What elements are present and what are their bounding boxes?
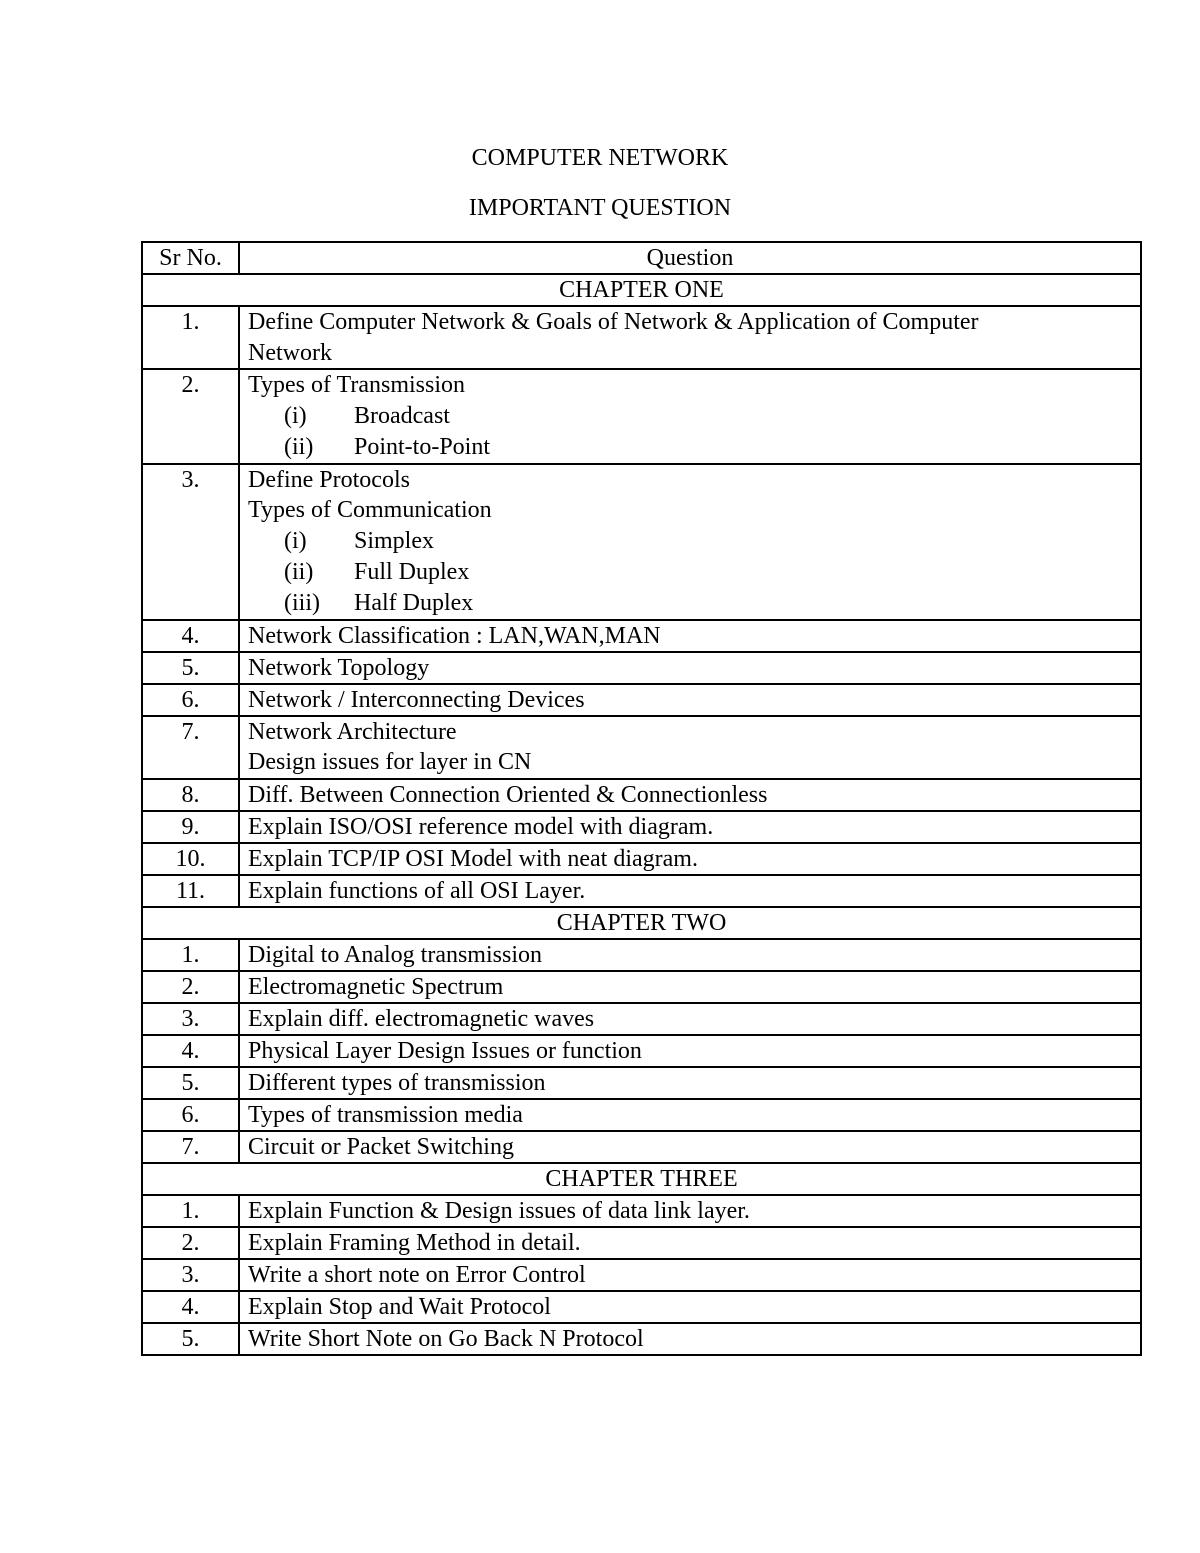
question-text: Write Short Note on Go Back N Protocol [248, 1325, 644, 1352]
sub-item-number: (i) [284, 527, 307, 554]
question-text: Digital to Analog transmission [248, 941, 542, 968]
table-row [142, 684, 1141, 716]
sr-no-cell: 11. [142, 875, 239, 907]
question-text: Explain Function & Design issues of data link layer. [248, 1197, 750, 1224]
header-question: Question [239, 242, 1141, 274]
question-cell [239, 939, 1141, 971]
table-row [142, 1131, 1141, 1163]
table-row [142, 306, 1141, 369]
question-text: Network [248, 339, 332, 366]
table-row [142, 1259, 1141, 1291]
table-row [142, 875, 1141, 907]
question-text: Types of Communication [248, 497, 492, 523]
sr-no-cell: 5. [142, 652, 239, 684]
sr-no-cell: 1. [142, 306, 239, 369]
question-cell [239, 1131, 1141, 1163]
table-row [142, 464, 1141, 620]
sr-no-cell: 6. [142, 1099, 239, 1131]
table-row [142, 779, 1141, 811]
table-row [142, 716, 1141, 779]
question-cell [239, 1259, 1141, 1291]
question-cell [239, 1323, 1141, 1355]
question-cell [239, 306, 1141, 369]
table-row [142, 620, 1141, 652]
question-text: Explain functions of all OSI Layer. [248, 877, 586, 904]
sub-item-number: (iii) [284, 589, 320, 616]
question-cell [239, 716, 1141, 779]
question-text: Network Classification : LAN,WAN,MAN [248, 622, 661, 649]
sr-no-cell: 9. [142, 811, 239, 843]
sub-item-number: (i) [284, 402, 307, 429]
table-row [142, 1195, 1141, 1227]
sub-item-text: Half Duplex [354, 589, 474, 616]
question-text: Different types of transmission [248, 1069, 546, 1096]
question-text: Types of transmission media [248, 1101, 523, 1128]
table-row [142, 843, 1141, 875]
question-cell [239, 1195, 1141, 1227]
document-title: COMPUTER NETWORK [471, 145, 729, 171]
document-subtitle: IMPORTANT QUESTION [468, 195, 732, 221]
question-cell [239, 464, 1141, 620]
sr-no-cell: 7. [142, 716, 239, 779]
question-cell [239, 369, 1141, 464]
sub-item-text: Point-to-Point [354, 433, 491, 460]
question-text: Define Computer Network & Goals of Network & Application of Computer [248, 309, 979, 335]
sub-item [248, 432, 1132, 463]
table-row [142, 1099, 1141, 1131]
question-text: Explain TCP/IP OSI Model with neat diagram. [248, 845, 698, 872]
table-header-row [142, 242, 1141, 274]
sr-no-cell: 5. [142, 1323, 239, 1355]
question-text: Circuit or Packet Switching [248, 1133, 514, 1160]
chapter-heading: CHAPTER THREE [142, 1163, 1141, 1195]
header-sr-no: Sr No. [142, 242, 239, 274]
question-text: Network / Interconnecting Devices [248, 686, 585, 713]
table-row [142, 1323, 1141, 1355]
chapter-heading: CHAPTER TWO [142, 907, 1141, 939]
sr-no-cell: 3. [142, 1259, 239, 1291]
question-text: Network Topology [248, 654, 430, 681]
question-cell [239, 875, 1141, 907]
questions-table [141, 241, 1142, 1356]
question-text: Explain ISO/OSI reference model with diagram. [248, 813, 714, 840]
sr-no-cell: 3. [142, 464, 239, 620]
table-row [142, 1003, 1141, 1035]
sr-no-cell: 4. [142, 620, 239, 652]
table-row [142, 369, 1141, 464]
table-row [142, 652, 1141, 684]
table-row [142, 1067, 1141, 1099]
question-cell [239, 1291, 1141, 1323]
question-text: Types of Transmission [248, 372, 466, 398]
sr-no-cell: 3. [142, 1003, 239, 1035]
sr-no-cell: 6. [142, 684, 239, 716]
question-cell [239, 843, 1141, 875]
sub-item-text: Full Duplex [354, 558, 470, 585]
sub-item-number: (ii) [284, 558, 314, 585]
table-row [142, 1291, 1141, 1323]
chapter-heading: CHAPTER ONE [142, 274, 1141, 306]
chapter-row [142, 907, 1141, 939]
question-cell [239, 811, 1141, 843]
question-cell [239, 779, 1141, 811]
sr-no-cell: 5. [142, 1067, 239, 1099]
sub-item-number: (ii) [284, 433, 314, 460]
question-text: Design issues for layer in CN [248, 749, 532, 775]
chapter-row [142, 1163, 1141, 1195]
questions-body [142, 274, 1141, 1355]
table-row [142, 1227, 1141, 1259]
question-text: Network Architecture [248, 718, 457, 745]
table-row [142, 1035, 1141, 1067]
question-cell [239, 1227, 1141, 1259]
sub-item-text: Broadcast [354, 402, 450, 429]
table-row [142, 939, 1141, 971]
question-text: Explain Framing Method in detail. [248, 1229, 581, 1256]
sr-no-cell: 1. [142, 1195, 239, 1227]
sub-item [248, 588, 1132, 619]
question-text: Explain diff. electromagnetic waves [248, 1005, 595, 1032]
sub-item-text: Simplex [354, 527, 435, 554]
question-text: Explain Stop and Wait Protocol [248, 1293, 551, 1320]
sr-no-cell: 2. [142, 1227, 239, 1259]
question-text: Define Protocols [248, 466, 410, 493]
question-text: Diff. Between Connection Oriented & Connectionless [248, 781, 768, 808]
sr-no-cell: 8. [142, 779, 239, 811]
sr-no-cell: 4. [142, 1291, 239, 1323]
sub-item [248, 557, 1132, 588]
question-cell [239, 1035, 1141, 1067]
question-cell [239, 620, 1141, 652]
question-cell [239, 684, 1141, 716]
question-cell [239, 1099, 1141, 1131]
table-row [142, 971, 1141, 1003]
question-cell [239, 652, 1141, 684]
sr-no-cell: 7. [142, 1131, 239, 1163]
question-text: Write a short note on Error Control [248, 1261, 586, 1288]
sr-no-cell: 1. [142, 939, 239, 971]
sub-item [248, 401, 1132, 432]
sr-no-cell: 2. [142, 369, 239, 464]
question-text: Electromagnetic Spectrum [248, 973, 504, 1000]
chapter-row [142, 274, 1141, 306]
sr-no-cell: 2. [142, 971, 239, 1003]
question-cell [239, 1067, 1141, 1099]
sub-item [248, 526, 1132, 557]
sr-no-cell: 10. [142, 843, 239, 875]
question-text: Physical Layer Design Issues or function [248, 1037, 642, 1064]
question-cell [239, 971, 1141, 1003]
question-cell [239, 1003, 1141, 1035]
table-row [142, 811, 1141, 843]
sr-no-cell: 4. [142, 1035, 239, 1067]
